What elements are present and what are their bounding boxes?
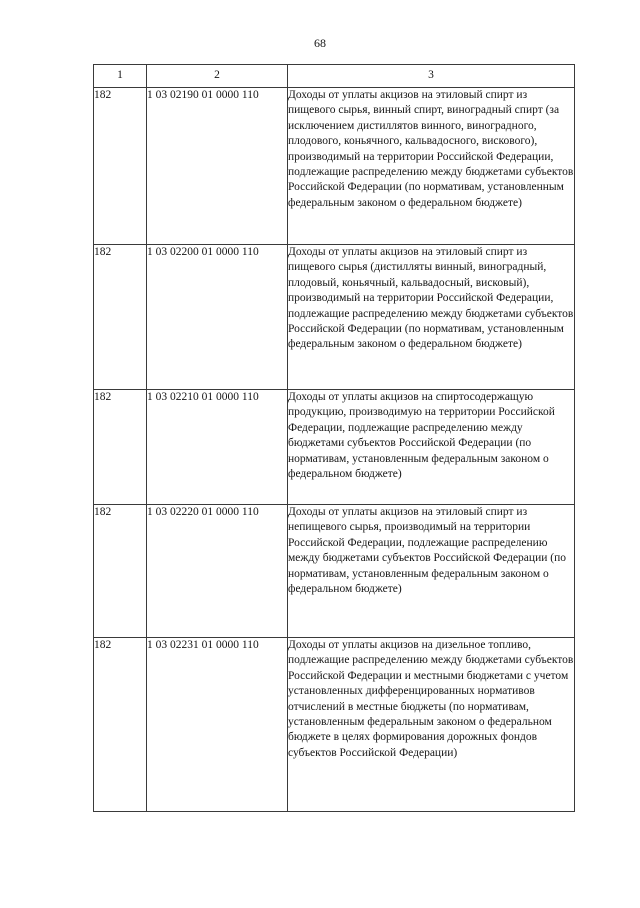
description-text: Доходы от уплаты акцизов на спиртосодержащую продукцию, производимую на территории Российской Федерации, подлежащие распределению между бюджетами субъектов Российской Федерации (по нормативам, установленным федеральным законом о федеральном бюджете) bbox=[288, 391, 555, 481]
description-text: Доходы от уплаты акцизов на этиловый спирт из пищевого сырья (дистилляты винный, виноградный, плодовый, коньячный, кальвадосный, висковый), производимый на территории Российской Федерации, подлежащие распределению между бюджетами субъектов Российской Федерации (по нормативам, установленным федеральным законом о федеральном бюджете) bbox=[288, 246, 574, 351]
table-row bbox=[94, 245, 575, 390]
header-col-2: 2 bbox=[147, 65, 288, 88]
description-text: Доходы от уплаты акцизов на дизельное топливо, подлежащие распределению между бюджетами субъектов Российской Федерации и местными бюджетами с учетом установленных дифференцированных нормативов отчислений в местные бюджеты (по нормативам, установленным федеральным законом о федеральном бюджете в целях формирования дорожных фондов субъектов Российской Федерации) bbox=[288, 639, 574, 759]
kbk-code-cell: 1 03 02200 01 0000 110 bbox=[147, 245, 288, 390]
description-cell bbox=[288, 88, 575, 245]
description-text: Доходы от уплаты акцизов на этиловый спирт из пищевого сырья, винный спирт, виноградный спирт (за исключением дистиллятов винного, виноградного, плодового, коньячного, кальвадосного, вискового), производимый на территории Российской Федерации, подлежащие распределению между бюджетами субъектов Российской Федерации (по нормативам, установленным федеральным законом о федеральном бюджете) bbox=[288, 89, 574, 209]
table-row bbox=[94, 88, 575, 245]
description-cell bbox=[288, 505, 575, 638]
admin-code-cell: 182 bbox=[94, 505, 147, 638]
description-cell bbox=[288, 390, 575, 505]
admin-code-cell: 182 bbox=[94, 390, 147, 505]
header-col-1: 1 bbox=[94, 65, 147, 88]
kbk-code-cell: 1 03 02190 01 0000 110 bbox=[147, 88, 288, 245]
table-row bbox=[94, 390, 575, 505]
description-cell bbox=[288, 638, 575, 812]
revenue-table bbox=[93, 64, 575, 812]
kbk-code-cell: 1 03 02220 01 0000 110 bbox=[147, 505, 288, 638]
admin-code-cell: 182 bbox=[94, 88, 147, 245]
kbk-code-cell: 1 03 02210 01 0000 110 bbox=[147, 390, 288, 505]
table-row bbox=[94, 505, 575, 638]
admin-code-cell: 182 bbox=[94, 245, 147, 390]
page-number: 68 bbox=[314, 36, 326, 50]
table-row bbox=[94, 638, 575, 812]
description-cell bbox=[288, 245, 575, 390]
kbk-code-cell: 1 03 02231 01 0000 110 bbox=[147, 638, 288, 812]
admin-code-cell: 182 bbox=[94, 638, 147, 812]
header-col-3: 3 bbox=[288, 65, 575, 88]
description-text: Доходы от уплаты акцизов на этиловый спирт из непищевого сырья, производимый на территории Российской Федерации, подлежащие распределению между бюджетами субъектов Российской Федерации (по нормативам, установленным федеральным законом о федеральном бюджете) bbox=[288, 506, 566, 596]
table-header-row bbox=[94, 65, 575, 88]
